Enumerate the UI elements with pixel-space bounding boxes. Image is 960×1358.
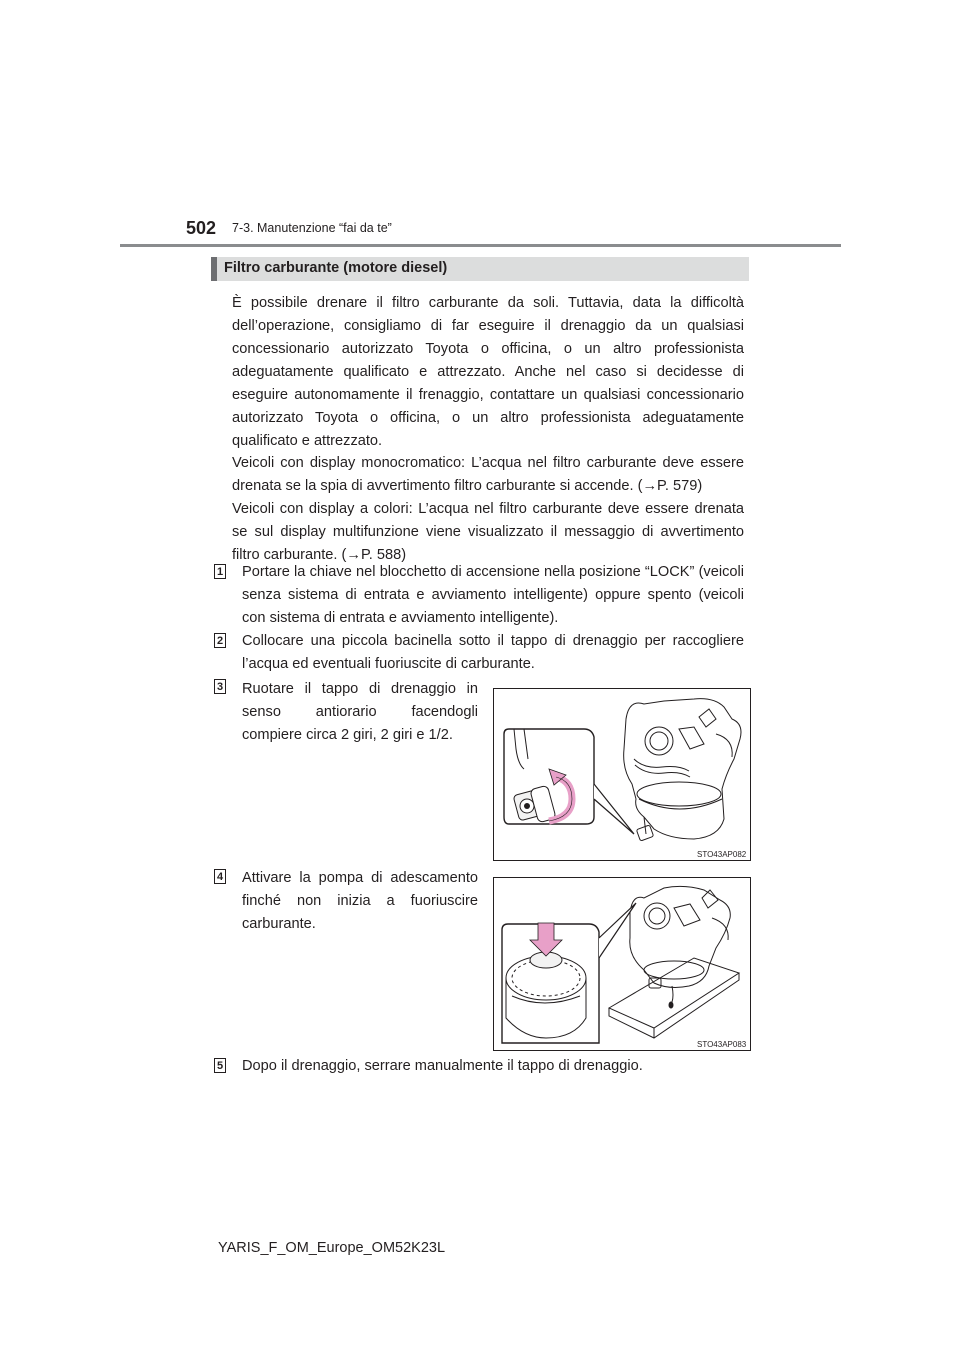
- intro-paragraph: È possibile drenare il filtro carburante da soli. Tuttavia, data la difficoltà dell’operazione, consigliamo di far eseguire il drenaggio da un qualsiasi concessionario autorizzato Toyota o officina, o un altro professionista adeguatamente qualificato e attrezzato. Anche nel caso si decidesse di eseguire autonomamente il frenaggio, contattare un qualsiasi concessionario autorizzato Toyota o officina, o un altro professionista adeguatamente qualificato e attrezzato.: [232, 295, 744, 449]
- step-number-2: 2: [214, 633, 226, 648]
- figure-drain-plug: [493, 688, 751, 861]
- drain-plug-illustration: [494, 689, 750, 860]
- footer-document-id: YARIS_F_OM_Europe_OM52K23L: [218, 1240, 446, 1256]
- step-text-4: Attivare la pompa di adescamento finché non inizia a fuoriuscire carburante.: [242, 870, 478, 932]
- step-number-5: 5: [214, 1058, 226, 1073]
- figure-2-caption: STO43AP083: [697, 1040, 747, 1049]
- step-number-1: 1: [214, 564, 226, 579]
- heading-title: Filtro carburante (motore diesel): [224, 260, 448, 276]
- step-text-5: Dopo il drenaggio, serrare manualmente il tappo di drenaggio.: [242, 1058, 643, 1074]
- step-text-1: Portare la chiave nel blocchetto di accensione nella posizione “LOCK” (veicoli senza sistema di entrata e avviamento intelligente) oppure spento (veicoli con sistema di entrata e avviamento intelligente).: [242, 564, 744, 626]
- figure-priming-pump: [493, 877, 751, 1051]
- figure-1-caption: STO43AP082: [697, 850, 747, 859]
- step-text-2: Collocare una piccola bacinella sotto il tappo di drenaggio per raccogliere l’acqua ed eventuali fuoriuscite di carburante.: [242, 633, 744, 672]
- step-text-3: Ruotare il tappo di drenaggio in senso antiorario facendogli compiere circa 2 giri, 2 giri e 1/2.: [242, 681, 478, 743]
- page-number: 502: [186, 218, 217, 238]
- heading-accent: [211, 257, 217, 281]
- step-number-4: 4: [214, 869, 226, 884]
- header-rule: [120, 244, 841, 247]
- color-display-paragraph: Veicoli con display a colori: L’acqua nel filtro carburante deve essere drenata se sul display multifunzione viene visualizzato il messaggio di avvertimento filtro carburante. (→P. 588): [232, 501, 744, 563]
- mono-display-paragraph: Veicoli con display monocromatico: L’acqua nel filtro carburante deve essere drenata se la spia di avvertimento filtro carburante si accende. (→P. 579): [232, 455, 744, 494]
- heading-bar: [211, 257, 749, 281]
- section-title: 7-3. Manutenzione “fai da te”: [232, 221, 392, 235]
- priming-pump-illustration: [494, 878, 750, 1050]
- step-number-3: 3: [214, 679, 226, 694]
